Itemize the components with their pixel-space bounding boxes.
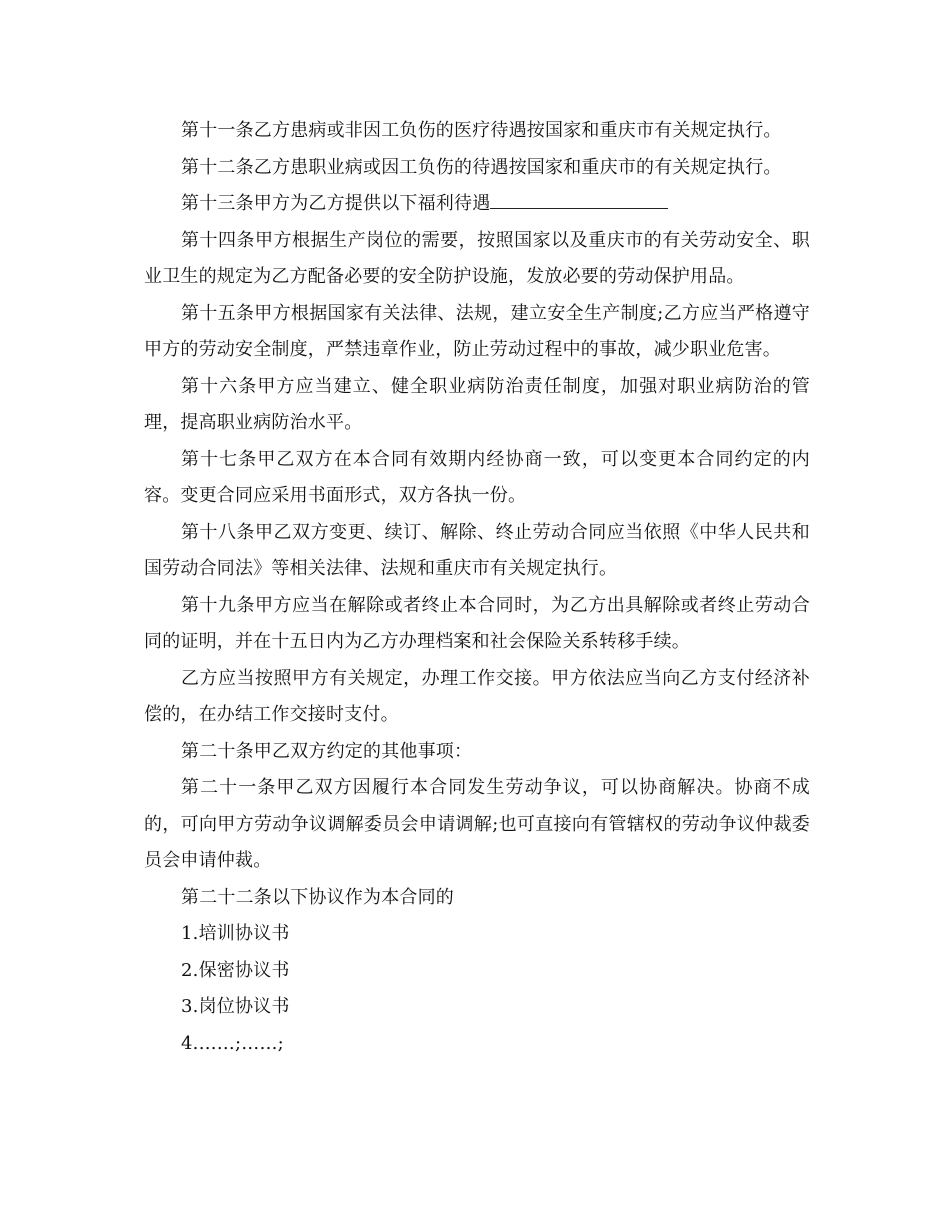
clause-12: 第十二条乙方患职业病或因工负伤的待遇按国家和重庆市的有关规定执行。 [181,156,782,178]
clause-20: 第二十条甲乙双方约定的其他事项： [181,740,473,762]
clause-15: 第十五条甲方根据国家有关法律、法规，建立安全生产制度;乙方应当严格遵守甲方的劳动安全制度，严禁违章作业，防止劳动过程中的事故，减少职业危害。 [144,302,810,360]
clause-13-text: 第十三条甲方为乙方提供以下福利待遇 [181,193,491,214]
list-item: 3.岗位协议书 [181,996,290,1017]
list-item: 2.保密协议书 [181,959,290,981]
document-body [144,113,810,1062]
clause-22: 第二十二条以下协议作为本合同的 [181,886,454,908]
clause-21: 第二十一条甲乙双方因履行本合同发生劳动争议，可以协商解决。协商不成的，可向甲方劳动争议调解委员会申请调解;也可直接向有管辖权的劳动争议仲裁委员会申请仲裁。 [144,777,810,871]
clause-17: 第十七条甲乙双方在本合同有效期内经协商一致，可以变更本合同约定的内容。变更合同应采用书面形式，双方各执一份。 [144,448,810,506]
clause-16: 第十六条甲方应当建立、健全职业病防治责任制度，加强对职业病防治的管理，提高职业病防治水平。 [144,375,810,433]
clause-19-handover: 乙方应当按照甲方有关规定，办理工作交接。甲方依法应当向乙方支付经济补偿的，在办结工作交接时支付。 [144,667,810,725]
clause-11: 第十一条乙方患病或非因工负伤的医疗待遇按国家和重庆市有关规定执行。 [181,120,782,141]
list-item: 1.培训协议书 [181,923,290,944]
clause-19: 第十九条甲方应当在解除或者终止本合同时，为乙方出具解除或者终止劳动合同的证明，并在十五日内为乙方办理档案和社会保险关系转移手续。 [144,594,810,652]
list-item: 4.……;……; [181,1032,284,1054]
blank-fill-line [490,191,668,209]
clause-14: 第十四条甲方根据生产岗位的需要，按照国家以及重庆市的有关劳动安全、职业卫生的规定为乙方配备必要的安全防护设施，发放必要的劳动保护用品。 [144,229,810,287]
clause-13 [144,186,810,223]
clause-18: 第十八条甲乙双方变更、续订、解除、终止劳动合同应当依照《中华人民共和国劳动合同法》等相关法律、法规和重庆市有关规定执行。 [144,521,810,579]
